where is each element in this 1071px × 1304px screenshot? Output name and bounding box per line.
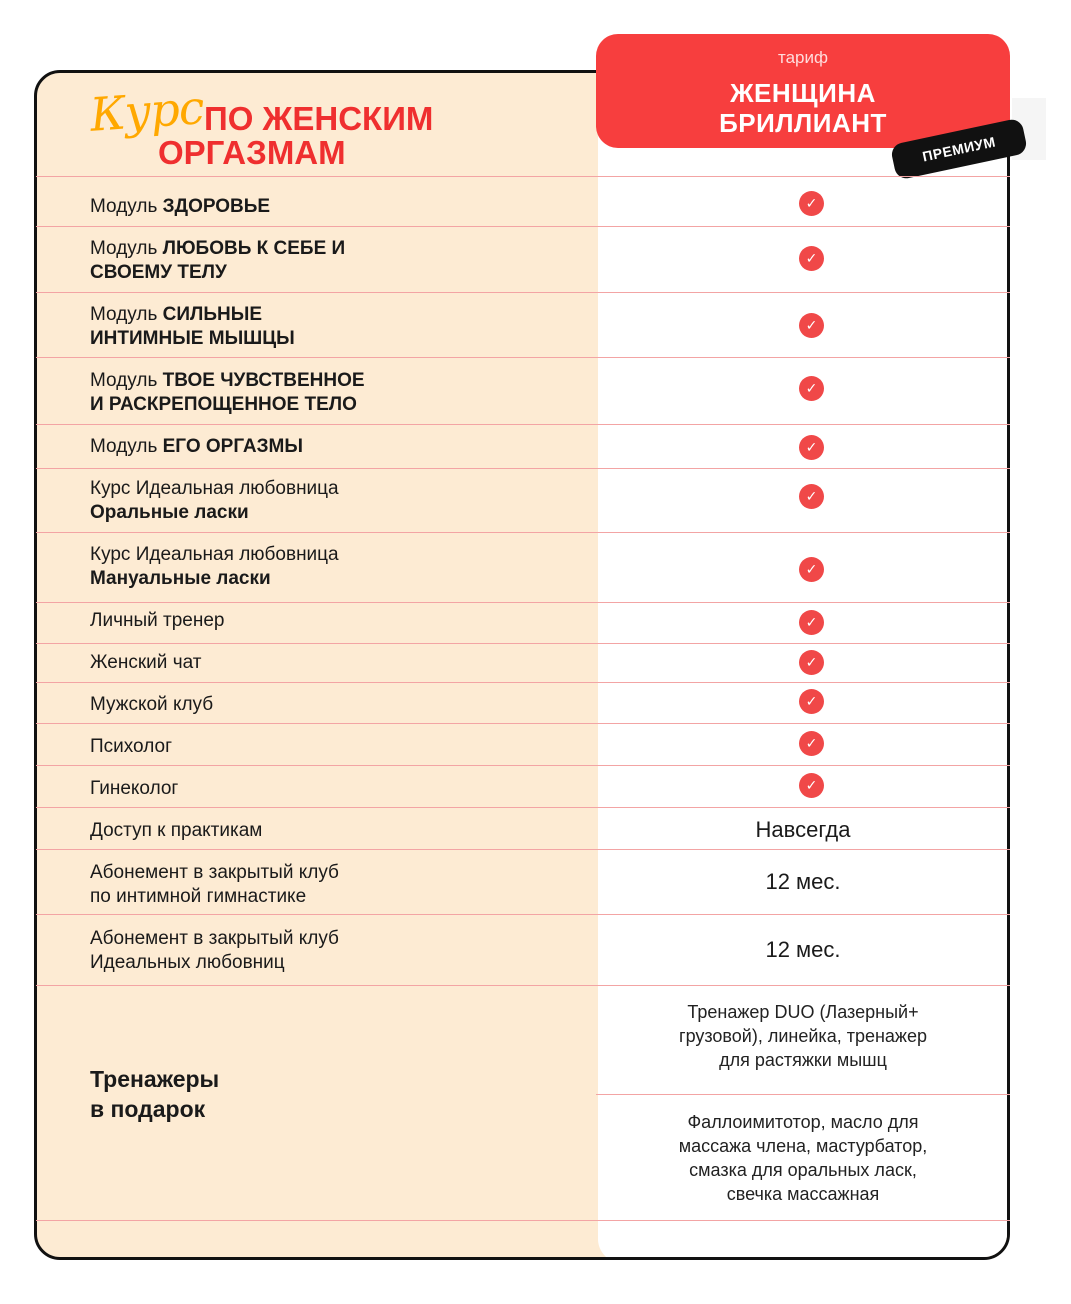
- value-gym-club: 12 мес.: [765, 869, 841, 894]
- gift-item-1-line: грузовой), линейка, тренажер: [679, 1026, 927, 1046]
- tariff-name-line-1: ЖЕНЩИНА: [730, 78, 876, 108]
- row-label-gynecologist: Гинеколог: [90, 778, 179, 799]
- row-label-his-orgasms: Модуль ЕГО ОРГАЗМЫ: [90, 436, 303, 457]
- premium-badge: ПРЕМИУМ: [890, 117, 1029, 180]
- row-label-manual: Курс Идеальная любовница Мануальные ласки: [90, 544, 339, 589]
- title-line-2: ОРГАЗМАМ: [158, 134, 346, 171]
- gift-item-2: [620, 1110, 986, 1206]
- row-divider: [36, 682, 1010, 683]
- title-line-1: ПО ЖЕНСКИМ: [204, 100, 434, 137]
- row-label-practice-access: Доступ к практикам: [90, 820, 263, 841]
- tariff-header: [596, 34, 1010, 148]
- gift-item-1-line: Тренажер DUO (Лазерный+: [687, 1002, 919, 1022]
- row-divider: [36, 765, 1010, 766]
- value-lover-club: 12 мес.: [765, 937, 841, 962]
- row-label-health: Модуль ЗДОРОВЬЕ: [90, 196, 271, 217]
- check-icon: ✓: [799, 435, 824, 460]
- row-divider: [36, 1220, 1010, 1221]
- check-icon: ✓: [799, 689, 824, 714]
- gift-item-1: [620, 1000, 986, 1072]
- row-divider: [36, 723, 1010, 724]
- row-label-lover-club: Абонемент в закрытый клуб Идеальных любовниц: [90, 928, 339, 973]
- value-practice-access: Навсегда: [755, 817, 851, 842]
- row-divider: [36, 424, 1010, 425]
- row-divider: [36, 914, 1010, 915]
- tariff-caption: тариф: [778, 48, 828, 67]
- check-icon: ✓: [799, 610, 824, 635]
- row-label-oral: Курс Идеальная любовница Оральные ласки: [90, 478, 339, 523]
- row-label-psychologist: Психолог: [90, 736, 173, 757]
- check-icon: ✓: [799, 246, 824, 271]
- row-divider: [36, 292, 1010, 293]
- gift-item-2-line: массажа члена, мастурбатор,: [678, 1136, 928, 1156]
- row-divider: [36, 643, 1010, 644]
- check-icon: ✓: [799, 650, 824, 675]
- check-icon: ✓: [799, 376, 824, 401]
- row-label-women-chat: Женский чат: [90, 652, 202, 673]
- gifts-label: Тренажеры в подарок: [90, 1066, 220, 1122]
- row-label-self-love: Модуль ЛЮБОВЬ К СЕБЕ И СВОЕМУ ТЕЛУ: [90, 238, 346, 283]
- check-icon: ✓: [799, 557, 824, 582]
- row-label-trainer: Личный тренер: [90, 610, 225, 631]
- row-label-men-club: Мужской клуб: [90, 694, 214, 715]
- check-icon: ✓: [799, 773, 824, 798]
- row-divider: [36, 468, 1010, 469]
- title-script: Курс: [88, 80, 206, 142]
- row-divider: [36, 176, 1010, 177]
- row-label-sensual-body: Модуль ТВОЕ ЧУВСТВЕННОЕ И РАСКРЕПОЩЕННОЕ ТЕЛО: [90, 370, 365, 415]
- check-icon: ✓: [799, 313, 824, 338]
- row-divider: [36, 985, 1010, 986]
- check-icon: ✓: [799, 191, 824, 216]
- gift-item-2-line: свечка массажная: [726, 1184, 880, 1204]
- gift-divider: [596, 1094, 1010, 1095]
- gift-item-1-line: для растяжки мышц: [719, 1050, 887, 1070]
- check-icon: ✓: [799, 731, 824, 756]
- check-icon: ✓: [799, 484, 824, 509]
- gift-item-2-line: смазка для оральных ласк,: [689, 1160, 917, 1180]
- gift-item-2-line: Фаллоимитотор, масло для: [687, 1112, 919, 1132]
- row-divider: [36, 532, 1010, 533]
- row-divider: [36, 602, 1010, 603]
- row-divider: [36, 807, 1010, 808]
- tariff-name-line-2: БРИЛЛИАНТ: [719, 108, 887, 138]
- row-label-muscles: Модуль СИЛЬНЫЕ ИНТИМНЫЕ МЫШЦЫ: [90, 304, 295, 349]
- row-divider: [36, 849, 1010, 850]
- row-divider: [36, 357, 1010, 358]
- row-divider: [36, 226, 1010, 227]
- tariff-name: [596, 78, 1010, 138]
- row-label-gym-club: Абонемент в закрытый клуб по интимной гимнастике: [90, 862, 339, 907]
